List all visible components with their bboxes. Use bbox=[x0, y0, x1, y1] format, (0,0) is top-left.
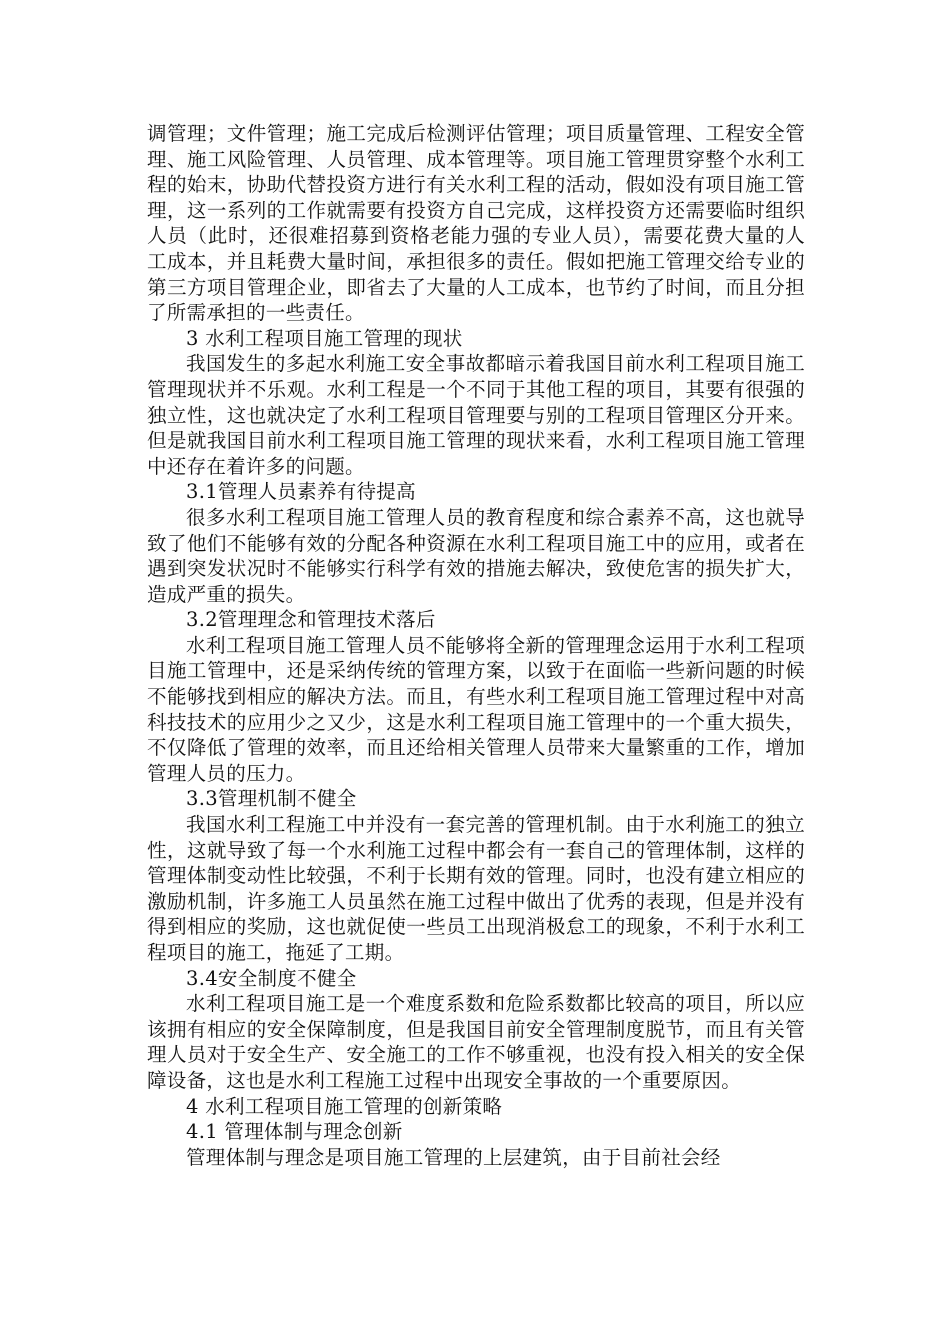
paragraph-management-mechanism: 我国水利工程施工中并没有一套完善的管理机制。由于水利施工的独立性，这就导致了每一个水利施工过程中都会有一套自己的管理体制，这样的管理体制变动性比较强，不利于长期有效的管理。同时，也没有建立相应的激励机制，许多施工人员虽然在施工过程中做出了优秀的表现，但是并没有得到相应的奖励，这也就促使一些员工出现消极怠工的现象，不利于水利工程项目的施工，拖延了工期。 bbox=[147, 813, 805, 964]
subsection-heading-3-4: 3.4安全制度不健全 bbox=[186, 966, 357, 990]
paragraph-safety-system: 水利工程项目施工是一个难度系数和危险系数都比较高的项目，所以应该拥有相应的安全保障制度，但是我国目前安全管理制度脱节，而且有关管理人员对于安全生产、安全施工的工作不够重视，也没有投入相关的安全保障设备，这也是水利工程施工过程中出现安全事故的一个重要原因。 bbox=[147, 992, 805, 1092]
paragraph-staff-quality: 很多水利工程项目施工管理人员的教育程度和综合素养不高，这也就导致了他们不能够有效的分配各种资源在水利工程项目施工中的应用，或者在遇到突发状况时不能够实行科学有效的措施去解决，致使危害的损失扩大，造成严重的损失。 bbox=[147, 505, 805, 606]
subsection-heading-3-1: 3.1管理人员素养有待提高 bbox=[186, 480, 416, 504]
document-body bbox=[147, 121, 805, 1170]
paragraph-intro-continued: 调管理；文件管理；施工完成后检测评估管理；项目质量管理、工程安全管理、施工风险管理、人员管理、成本管理等。项目施工管理贯穿整个水利工程的始末，协助代替投资方进行有关水利工程的活动，假如没有项目施工管理，这一系列的工作就需要有投资方自己完成，这样投资方还需要临时组织人员（此时，还很难招募到资格老能力强的专业人员），需要花费大量的人工成本，并且耗费大量时间，承担很多的责任。假如把施工管理交给专业的第三方项目管理企业，即省去了大量的人工成本，也节约了时间，而且分担了所需承担的一些责任。 bbox=[147, 122, 805, 325]
section-heading-4: 4 水利工程项目施工管理的创新策略 bbox=[186, 1094, 503, 1118]
paragraph-current-status: 我国发生的多起水利施工安全事故都暗示着我国目前水利工程项目施工管理现状并不乐观。水利工程是一个不同于其他工程的项目，其要有很强的独立性，这也就决定了水利工程项目管理要与别的工程项目管理区分开来。但是就我国目前水利工程项目施工管理的现状来看，水利工程项目施工管理中还存在着许多的问题。 bbox=[147, 352, 805, 478]
paragraph-management-concepts: 水利工程项目施工管理人员不能够将全新的管理理念运用于水利工程项目施工管理中，还是采纳传统的管理方案，以致于在面临一些新问题的时候不能够找到相应的解决方法。而且，有些水利工程项目施工管理过程中对高科技技术的应用少之又少，这是水利工程项目施工管理中的一个重大损失，不仅降低了管理的效率，而且还给相关管理人员带来大量繁重的工作，增加管理人员的压力。 bbox=[147, 633, 805, 785]
section-heading-3: 3 水利工程项目施工管理的现状 bbox=[186, 326, 463, 350]
subsection-heading-3-3: 3.3管理机制不健全 bbox=[186, 787, 357, 811]
subsection-heading-4-1: 4.1 管理体制与理念创新 bbox=[186, 1120, 403, 1144]
subsection-heading-3-2: 3.2管理理念和管理技术落后 bbox=[186, 608, 436, 632]
paragraph-system-innovation: 管理体制与理念是项目施工管理的上层建筑，由于目前社会经 bbox=[186, 1145, 721, 1169]
